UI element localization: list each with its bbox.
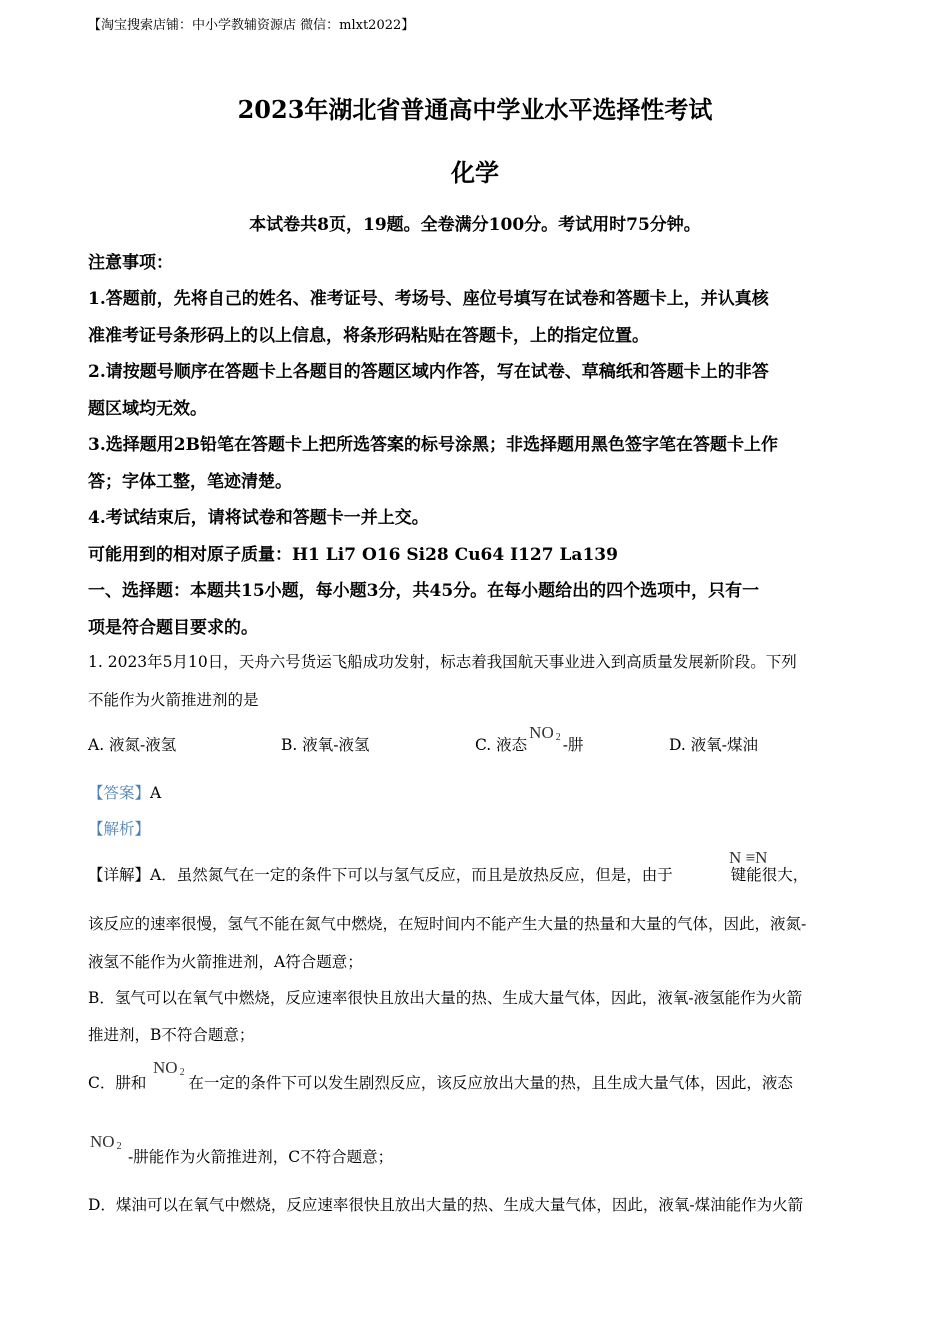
page-header: 【淘宝搜索店铺：中小学教辅资源店 微信：mlxt2022】	[88, 18, 415, 33]
detail-line: 推进剂，B不符合题意；	[88, 1026, 255, 1044]
notice-line: 3.选择题用2B铅笔在答题卡上把所选答案的标号涂黑；非选择题用黑色签字笔在答题卡上作	[88, 435, 778, 455]
answer-tag: 【答案】	[88, 784, 151, 802]
subject-title: 化学	[451, 158, 499, 187]
no2-formula: NO $_2$	[90, 1132, 122, 1152]
question-1-text: 1. 2023年5月10日，天舟六号货运飞船成功发射，标志着我国航天事业进入到高质量发展新阶段。下列	[88, 653, 797, 671]
detail-line: C．肼和 在一定的条件下可以发生剧烈反应，该反应放出大量的热，且生成大量气体，因此，液态	[88, 1074, 793, 1092]
no2-formula: NO $_2$	[529, 723, 561, 743]
notice-title: 注意事项：	[88, 253, 173, 273]
detail-line: D．煤油可以在氧气中燃烧，反应速率很快且放出大量的热、生成大量气体，因此，液氧-煤油能作为火箭	[88, 1196, 804, 1214]
section-heading: 项是符合题目要求的。	[88, 618, 258, 638]
answer-value: A	[150, 784, 162, 802]
notice-line: 4.考试结束后，请将试卷和答题卡一并上交。	[88, 508, 429, 528]
detail-line: 【详解】A．虽然氮气在一定的条件下可以与氢气反应，而且是放热反应，但是，由于 键能很大，	[88, 866, 809, 884]
notice-line: 答；字体工整，笔迹清楚。	[88, 472, 292, 492]
section-heading: 一、选择题：本题共15小题，每小题3分，共45分。在每小题给出的四个选项中，只有一	[88, 581, 760, 601]
option-c-label: C. 液态	[475, 736, 528, 754]
notice-line: 1.答题前，先将自己的姓名、准考证号、考场号、座位号填写在试卷和答题卡上，并认真核	[88, 289, 769, 309]
option-c-suffix: -肼	[562, 736, 584, 754]
exam-title: 2023年湖北省普通高中学业水平选择性考试	[237, 95, 713, 124]
notice-line: 题区域均无效。	[88, 399, 207, 419]
analysis-tag: 【解析】	[88, 820, 151, 838]
n-triple-bond-formula: N ≡N	[729, 848, 768, 867]
option-d: D. 液氧-煤油	[669, 736, 758, 754]
option-a: A. 液氮-液氢	[88, 736, 177, 754]
exam-info: 本试卷共8页，19题。全卷满分100分。考试用时75分钟。	[249, 215, 701, 235]
option-c	[475, 723, 584, 755]
atomic-masses: 可能用到的相对原子质量：H1 Li7 O16 Si28 Cu64 I127 La139	[88, 545, 618, 565]
notice-line: 准准考证号条形码上的以上信息，将条形码粘贴在答题卡，上的指定位置。	[88, 326, 649, 346]
detail-line: -肼能作为火箭推进剂，C不符合题意；	[128, 1148, 394, 1166]
detail-line: 液氢不能作为火箭推进剂，A符合题意；	[88, 953, 363, 971]
question-1-text: 不能作为火箭推进剂的是	[88, 691, 259, 709]
detail-line: B．氢气可以在氧气中燃烧，反应速率很快且放出大量的热、生成大量气体，因此，液氧-液氢能作为火箭	[88, 989, 803, 1007]
notice-line: 2.请按题号顺序在答题卡上各题目的答题区域内作答，写在试卷、草稿纸和答题卡上的非答	[88, 362, 769, 382]
answer-line	[88, 781, 161, 803]
no2-formula: NO $_2$	[153, 1058, 185, 1078]
detail-line: 该反应的速率很慢，氢气不能在氮气中燃烧，在短时间内不能产生大量的热量和大量的气体，因此，液氮-	[88, 915, 807, 933]
option-b: B. 液氧-液氢	[281, 736, 370, 754]
